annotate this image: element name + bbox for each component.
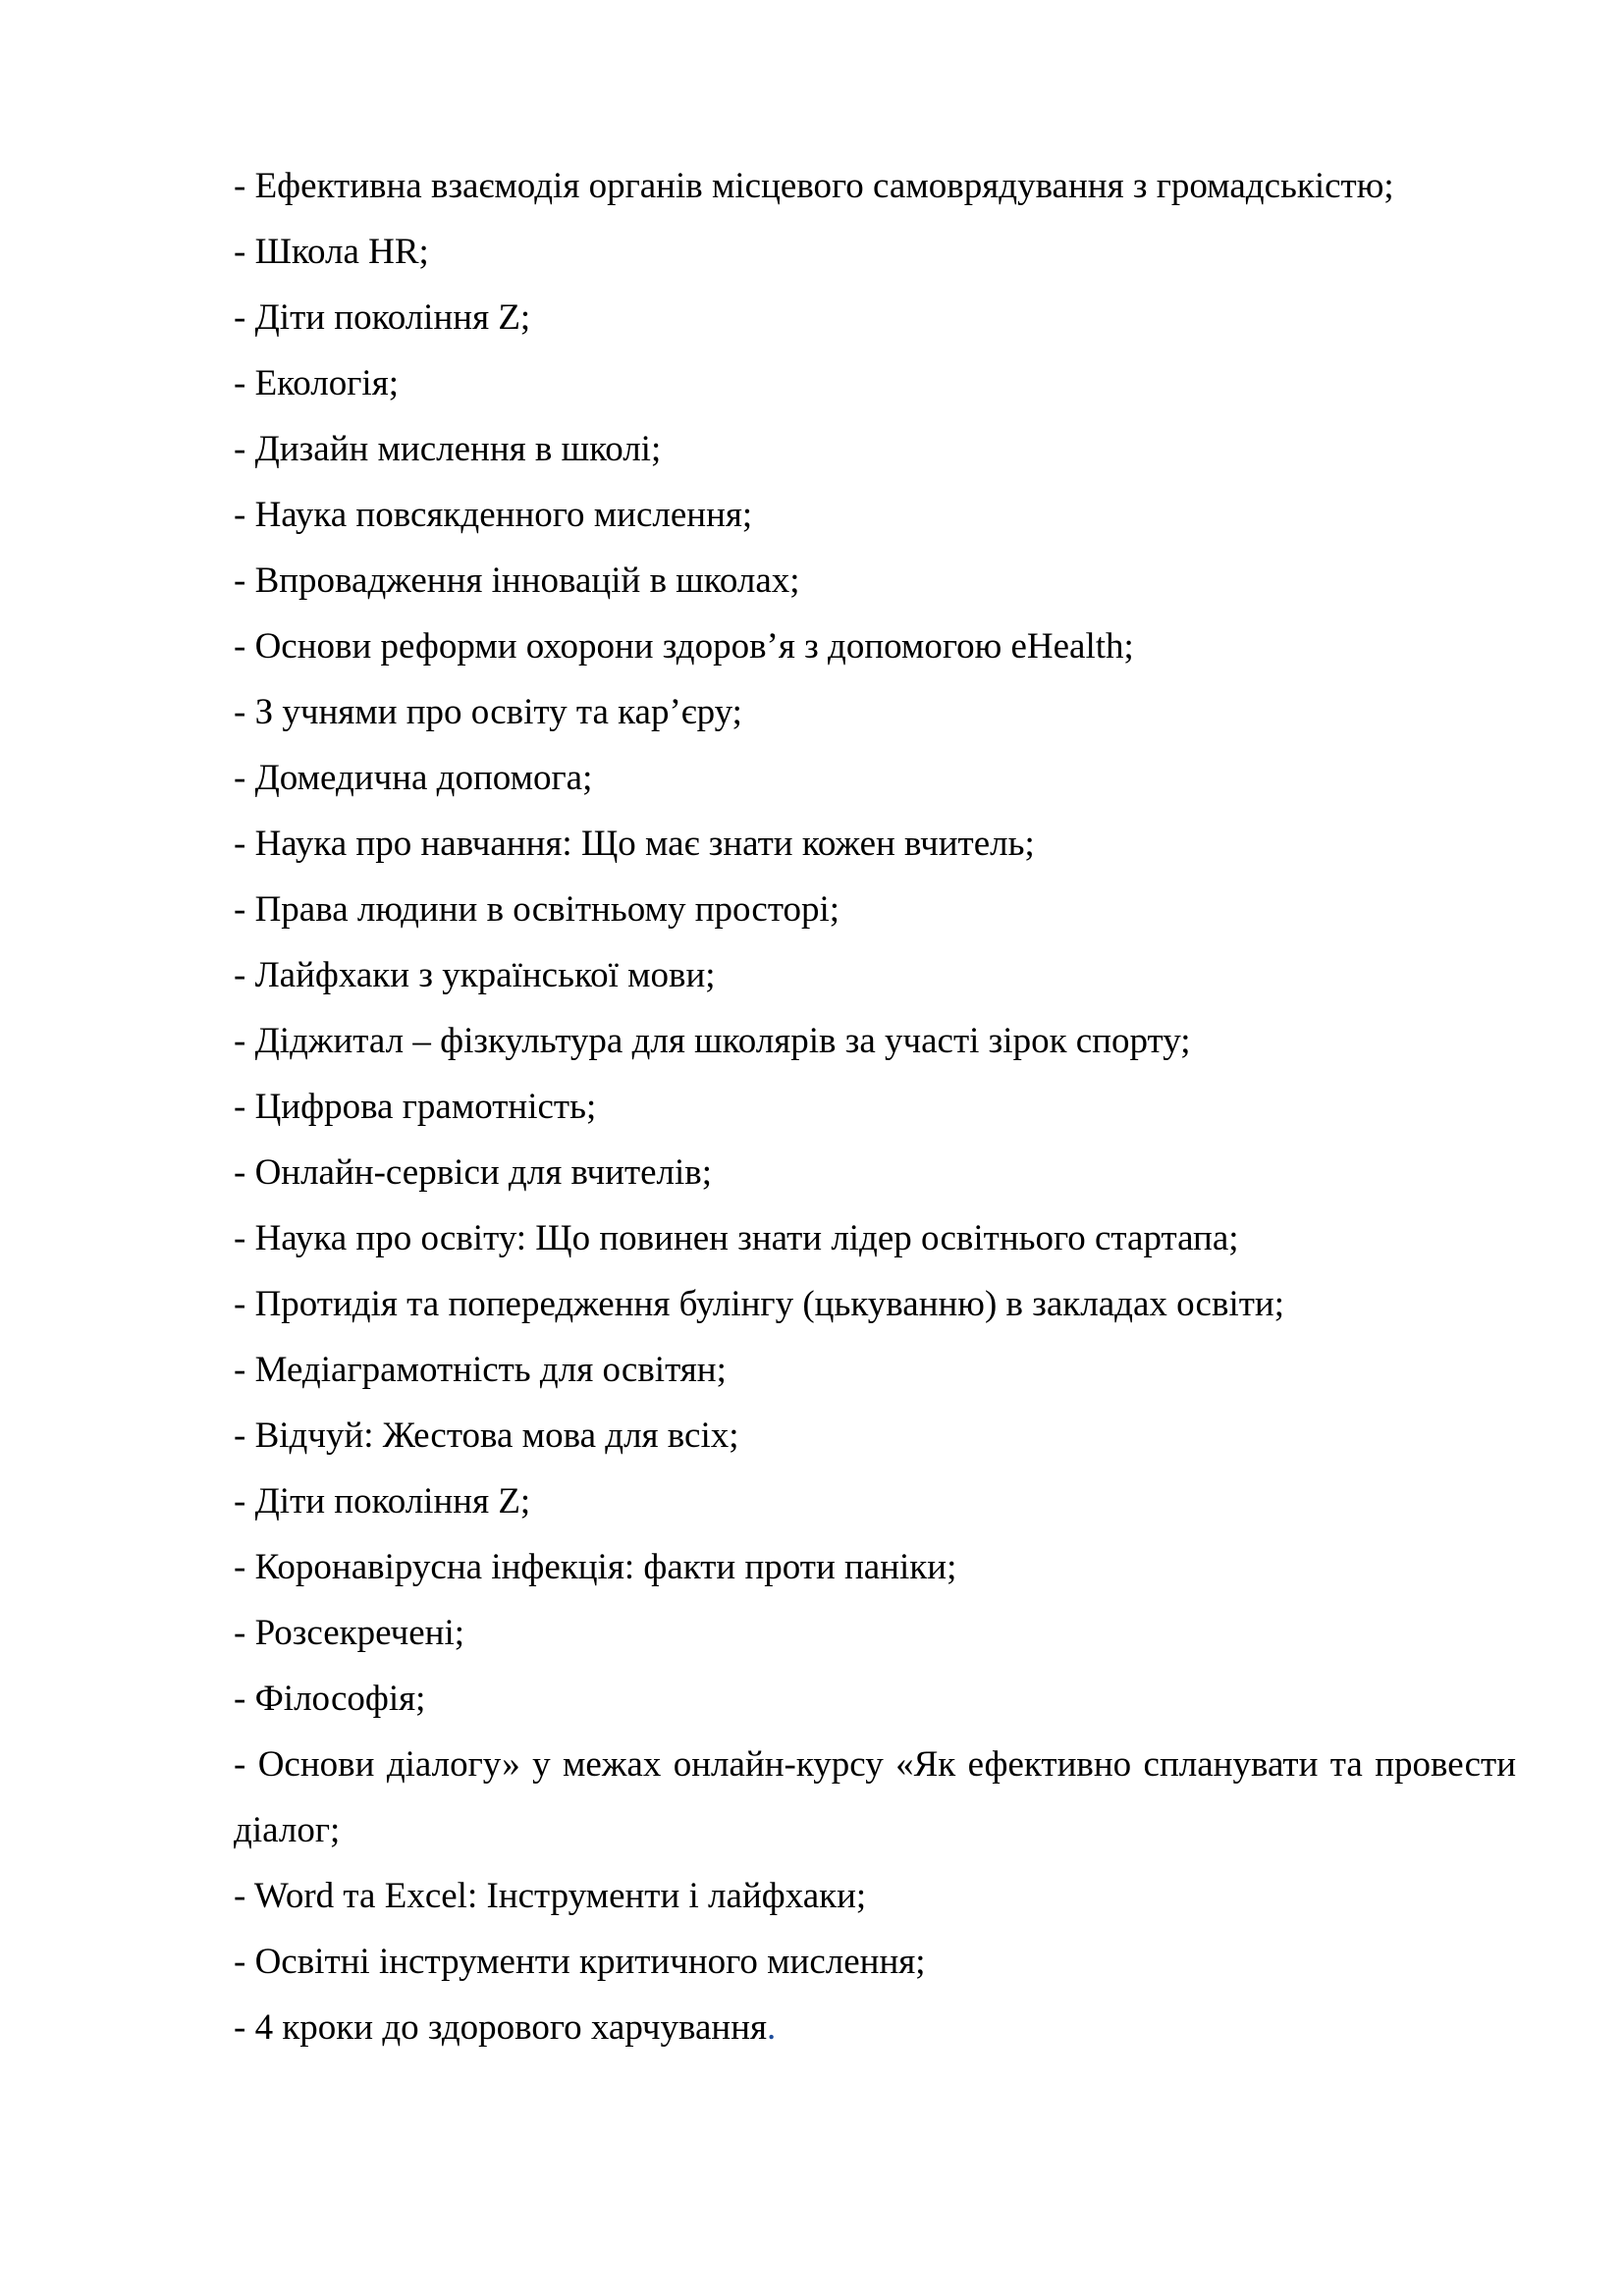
list-item: - Ефективна взаємодія органів місцевого самоврядування з громадськістю; [234,166,1394,206]
list-item: - Наука повсякденного мислення; [234,495,753,535]
list-item: - Розсекречені; [234,1613,465,1653]
list-item: - Word та Excel: Інструменти і лайфхаки; [234,1876,867,1916]
list-item: - Медіаграмотність для освітян; [234,1350,727,1390]
list-item: - Філософія; [234,1679,426,1719]
list-item: - Діти покоління Z; [234,297,531,338]
list-item: - Відчуй: Жестова мова для всіх; [234,1415,739,1456]
list-item-text: - 4 кроки до здорового харчування [234,2007,768,2048]
list-item: - З учнями про освіту та кар’єру; [234,692,742,732]
list-item: - Основи реформи охорони здоров’я з допомогою eHealth; [234,626,1134,667]
final-period: . [767,2007,777,2048]
list-item: - Цифрова грамотність; [234,1087,597,1127]
list-item: - Онлайн-сервіси для вчителів; [234,1152,713,1193]
list-item: - Наука про освіту: Що повинен знати лідер освітнього стартапа; [234,1218,1239,1258]
course-list [234,153,1516,2060]
list-item: - Школа HR; [234,232,429,272]
list-item: - Діджитал – фізкультура для школярів за участі зірок спорту; [234,1021,1191,1061]
list-item: - Протидія та попередження булінгу (цькуванню) в закладах освіти; [234,1284,1284,1324]
list-item: - Коронавірусна інфекція: факти проти паніки; [234,1547,957,1587]
list-item: - Домедична допомога; [234,758,593,798]
list-item: - Впровадження інновацій в школах; [234,561,800,601]
list-item: - Освітні інструменти критичного мислення; [234,1942,926,1982]
list-item: - Лайфхаки з української мови; [234,955,716,995]
list-item-last [234,1995,1516,2060]
list-item: - Дизайн мислення в школі; [234,429,662,469]
list-item: - Права людини в освітньому просторі; [234,889,840,930]
list-item: - Наука про навчання: Що має знати кожен вчитель; [234,824,1035,864]
list-item: - Діти покоління Z; [234,1481,531,1522]
list-item: - Основи діалогу» у межах онлайн-курсу «Як ефективно спланувати та провести діалог; [234,1744,1516,1850]
list-item: - Екологія; [234,363,399,403]
